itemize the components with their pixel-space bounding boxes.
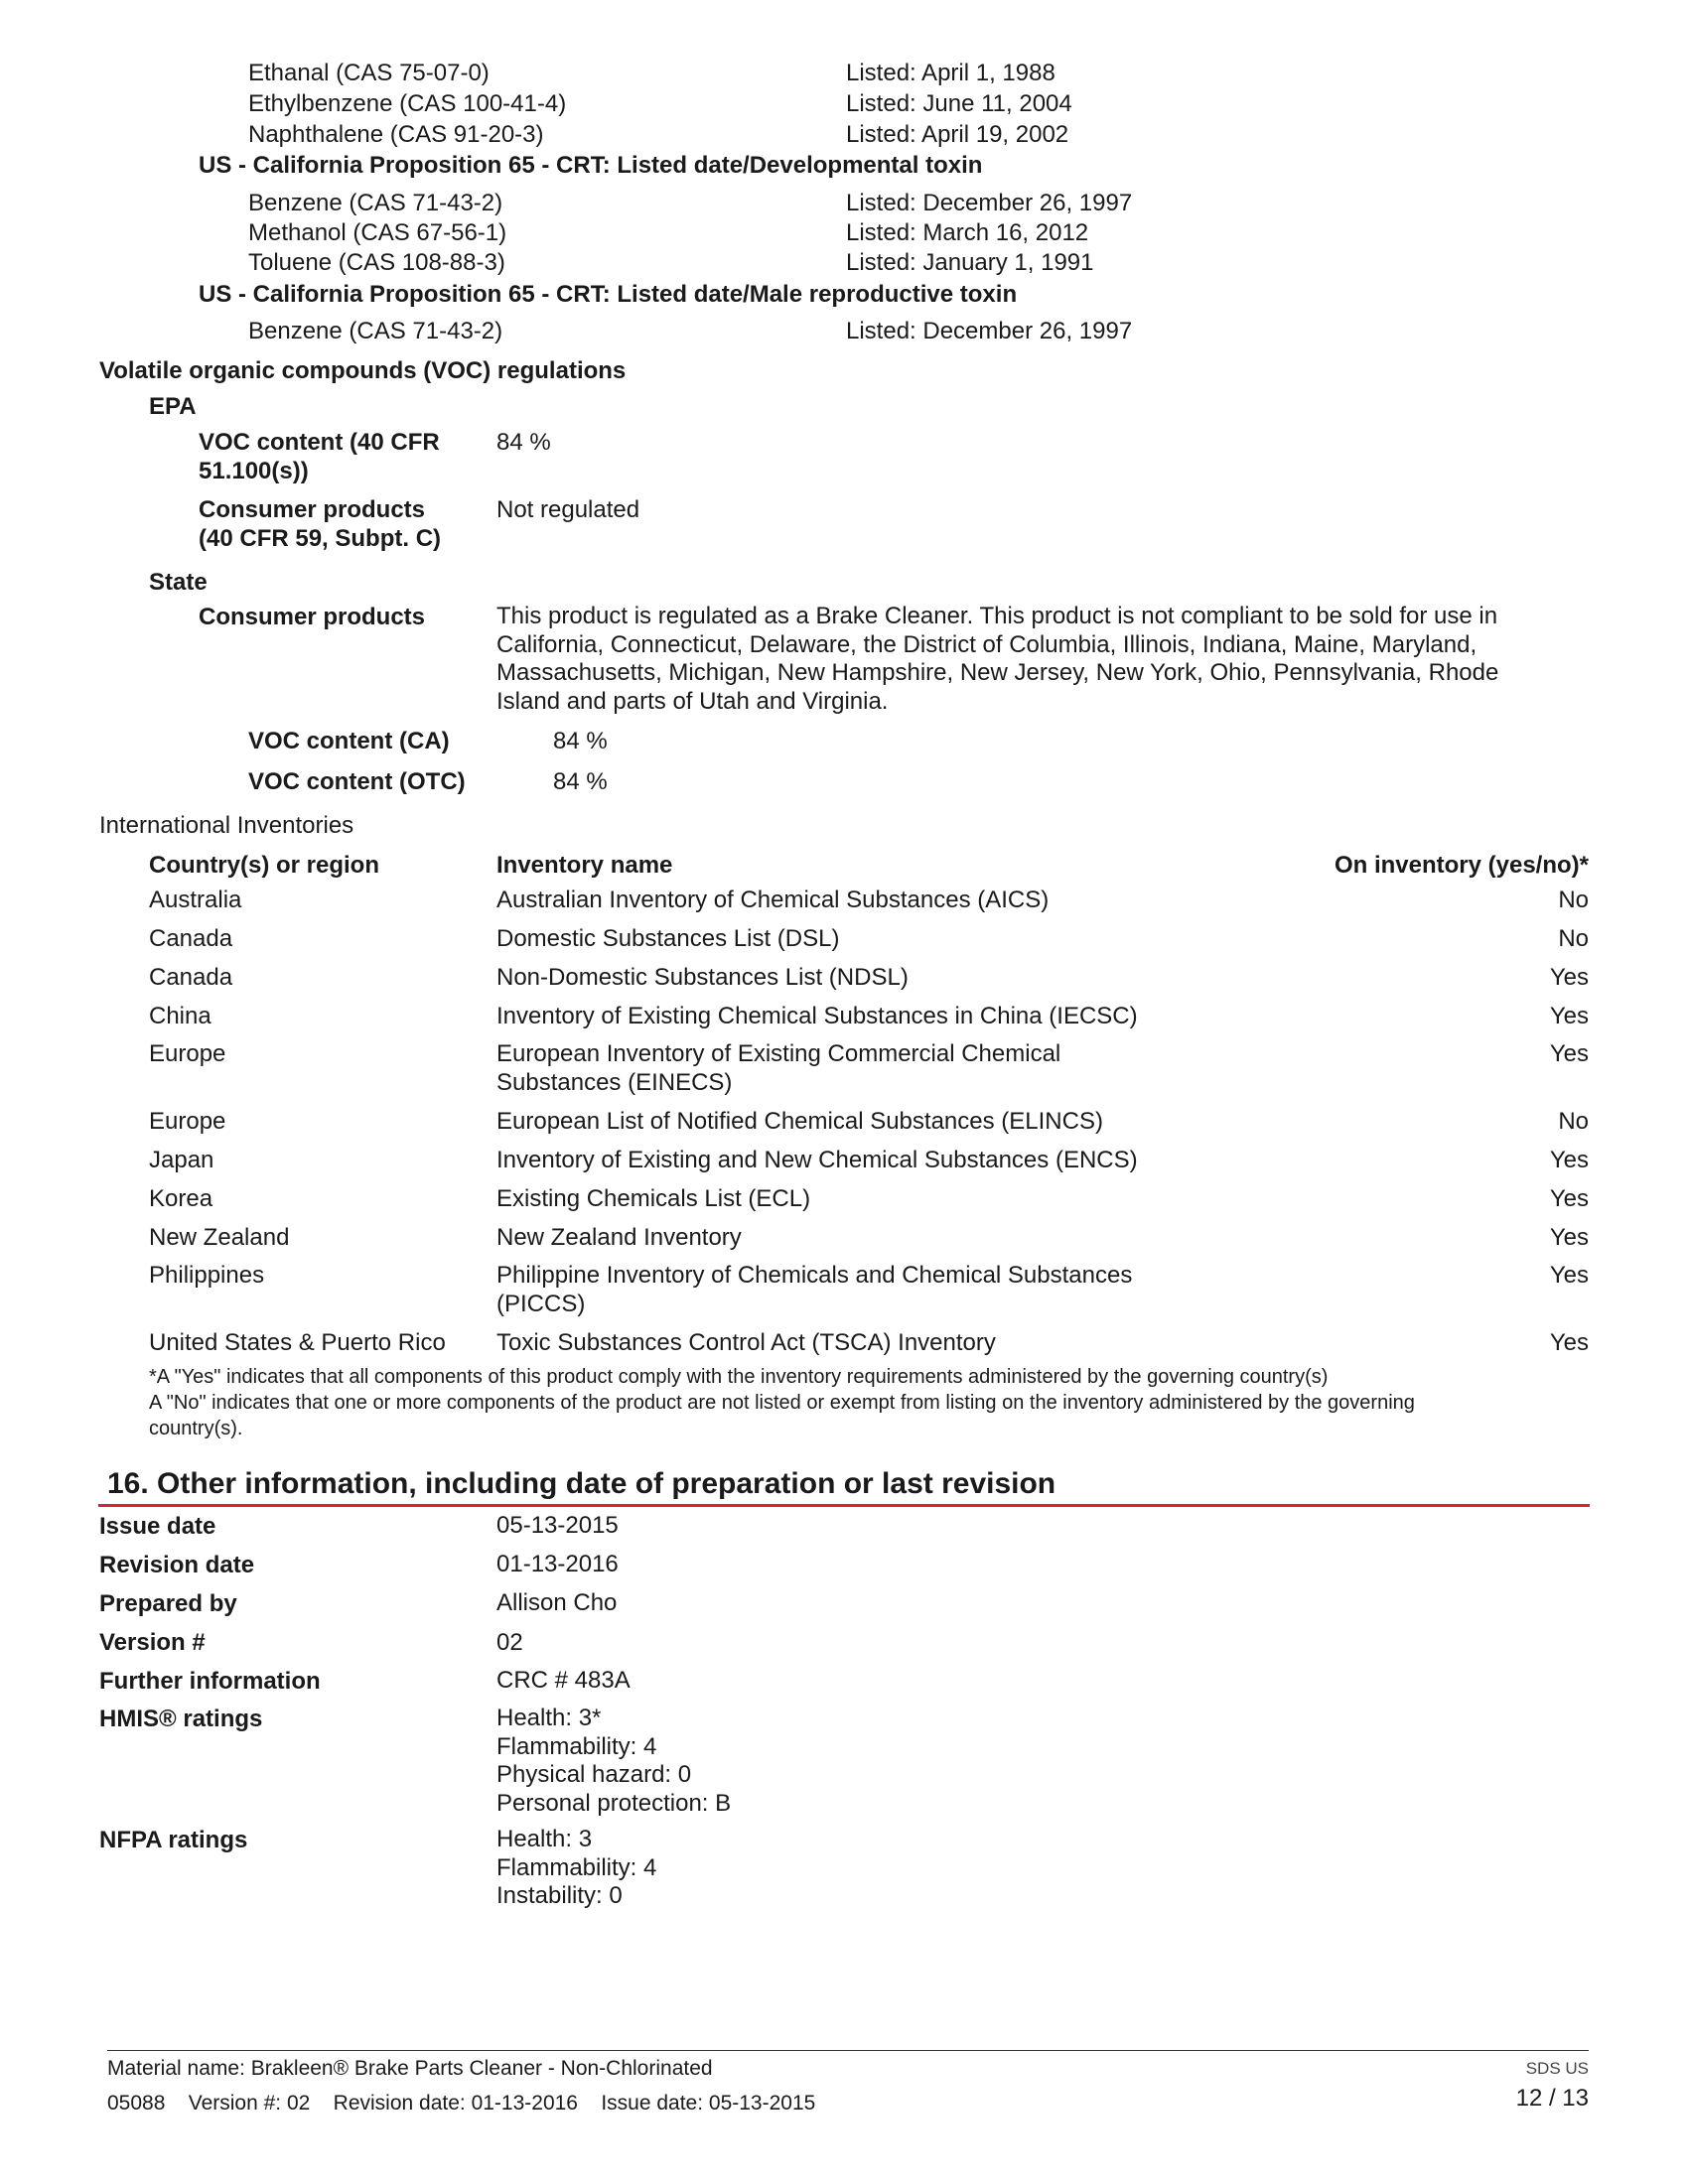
prop65-item-listed: Listed: April 1, 1988: [846, 60, 1055, 86]
prop65-item-name: Methanol (CAS 67-56-1): [248, 219, 507, 246]
inventory-country: Europe: [149, 1040, 226, 1067]
field-value: Allison Cho: [496, 1589, 618, 1616]
field-label: HMIS® ratings: [99, 1706, 263, 1732]
inventory-name: Existing Chemicals List (ECL): [496, 1185, 811, 1212]
inventory-country: Philippines: [149, 1262, 265, 1289]
inventory-col-name: Inventory name: [496, 852, 673, 879]
inventory-on: Yes: [1549, 964, 1589, 991]
prop65-item-name: Toluene (CAS 108-88-3): [248, 249, 505, 276]
field-label: Prepared by: [99, 1590, 237, 1617]
field-label: Version #: [99, 1629, 206, 1656]
prop65-item-name: Naphthalene (CAS 91-20-3): [248, 121, 544, 148]
voc-epa-label: EPA: [149, 393, 197, 420]
prop65-item-listed: Listed: April 19, 2002: [846, 121, 1069, 148]
inventory-on: Yes: [1549, 1329, 1589, 1356]
field-value: 05-13-2015: [496, 1512, 619, 1539]
prop65-item-name: Ethanal (CAS 75-07-0): [248, 60, 490, 86]
footer-sds-label: SDS US: [1525, 2059, 1589, 2078]
inventory-country: United States & Puerto Rico: [149, 1329, 446, 1356]
inventory-on: Yes: [1549, 1003, 1589, 1029]
inventory-country: Japan: [149, 1147, 214, 1173]
footer-page-number: 12 / 13: [1515, 2085, 1589, 2112]
inventory-country: Korea: [149, 1185, 213, 1212]
voc-state-consumer-text: This product is regulated as a Brake Cleaner. This product is not compliant to be sold for use in California, Connecticut, Delaware, the District of Columbia, Illinois, Indiana, Maine, Maryland, Massachusetts, Michigan, New Hampshire, New Jersey, New York, Ohio, Pennsylvania, Rhode Island and parts of Utah and Virginia.: [496, 603, 1499, 715]
voc-epa-content-value: 84 %: [496, 429, 551, 456]
inventory-name: Inventory of Existing and New Chemical Substances (ENCS): [496, 1147, 1138, 1173]
field-value: 01-13-2016: [496, 1551, 619, 1577]
inventory-on: No: [1558, 925, 1589, 952]
inventories-heading: International Inventories: [99, 812, 354, 839]
voc-ca-value: 84 %: [553, 728, 608, 754]
voc-epa-content-label: VOC content (40 CFR 51.100(s)): [199, 429, 440, 484]
prop65-male-heading: US - California Proposition 65 - CRT: Listed date/Male reproductive toxin: [199, 281, 1018, 308]
inventory-name: Philippine Inventory of Chemicals and Chemical Substances (PICCS): [496, 1262, 1133, 1317]
voc-ca-label: VOC content (CA): [248, 728, 450, 754]
voc-heading: Volatile organic compounds (VOC) regulations: [99, 357, 627, 384]
inventory-on: Yes: [1549, 1262, 1589, 1289]
inventory-on: No: [1558, 1108, 1589, 1135]
prop65-item-listed: Listed: June 11, 2004: [846, 90, 1072, 117]
voc-state-consumer-label: Consumer products: [199, 604, 426, 630]
footer-material-name: Material name: Brakleen® Brake Parts Cleaner - Non-Chlorinated: [107, 2057, 713, 2080]
field-label: Further information: [99, 1668, 321, 1695]
inventory-on: Yes: [1549, 1147, 1589, 1173]
footer-divider: [107, 2050, 1589, 2051]
prop65-item-name: Ethylbenzene (CAS 100-41-4): [248, 90, 567, 117]
voc-epa-consumer-value: Not regulated: [496, 496, 640, 523]
voc-epa-consumer-label: Consumer products (40 CFR 59, Subpt. C): [199, 496, 442, 552]
inventory-on: Yes: [1549, 1185, 1589, 1212]
inventory-on: No: [1558, 887, 1589, 913]
inventory-name: Toxic Substances Control Act (TSCA) Inventory: [496, 1329, 996, 1356]
section-divider: [98, 1504, 1590, 1507]
prop65-item-listed: Listed: December 26, 1997: [846, 190, 1133, 216]
section-16-title: 16. Other information, including date of preparation or last revision: [107, 1467, 1056, 1500]
prop65-dev-heading: US - California Proposition 65 - CRT: Listed date/Developmental toxin: [199, 152, 983, 179]
voc-otc-value: 84 %: [553, 768, 608, 795]
inventory-country: Europe: [149, 1108, 226, 1135]
prop65-item-name: Benzene (CAS 71-43-2): [248, 190, 503, 216]
inventory-country: Canada: [149, 964, 233, 991]
prop65-item-listed: Listed: January 1, 1991: [846, 249, 1094, 276]
inventory-name: European List of Notified Chemical Substances (ELINCS): [496, 1108, 1103, 1135]
field-label: NFPA ratings: [99, 1827, 248, 1853]
inventory-name: European Inventory of Existing Commercial Chemical Substances (EINECS): [496, 1040, 1061, 1096]
field-value: Health: 3* Flammability: 4 Physical hazard: 0 Personal protection: B: [496, 1705, 732, 1817]
inventory-country: Australia: [149, 887, 242, 913]
field-label: Issue date: [99, 1513, 216, 1540]
inventory-name: New Zealand Inventory: [496, 1224, 742, 1251]
prop65-item-listed: Listed: March 16, 2012: [846, 219, 1089, 246]
field-value: Health: 3 Flammability: 4 Instability: 0: [496, 1826, 657, 1909]
inventory-on: Yes: [1549, 1040, 1589, 1067]
footer-meta: 05088 Version #: 02 Revision date: 01-13-2016 Issue date: 05-13-2015: [107, 2092, 816, 2115]
inventory-col-on: On inventory (yes/no)*: [1334, 852, 1589, 879]
inventory-on: Yes: [1549, 1224, 1589, 1251]
inventory-footnote: *A "Yes" indicates that all components of this product comply with the inventory requirements administered by the governing country(s) A "No" indicates that one or more components of the product are not listed or exempt from listing on the inventory administered by the governing country(s).: [149, 1366, 1415, 1439]
voc-state-label: State: [149, 569, 208, 596]
inventory-name: Domestic Substances List (DSL): [496, 925, 840, 952]
field-value: CRC # 483A: [496, 1667, 631, 1694]
voc-otc-label: VOC content (OTC): [248, 768, 466, 795]
inventory-name: Australian Inventory of Chemical Substances (AICS): [496, 887, 1050, 913]
inventory-country: New Zealand: [149, 1224, 290, 1251]
inventory-country: China: [149, 1003, 211, 1029]
field-label: Revision date: [99, 1552, 255, 1578]
inventory-col-country: Country(s) or region: [149, 852, 379, 879]
inventory-country: Canada: [149, 925, 233, 952]
field-value: 02: [496, 1629, 523, 1656]
prop65-item-name: Benzene (CAS 71-43-2): [248, 318, 503, 344]
inventory-name: Non-Domestic Substances List (NDSL): [496, 964, 909, 991]
inventory-name: Inventory of Existing Chemical Substances in China (IECSC): [496, 1003, 1138, 1029]
prop65-item-listed: Listed: December 26, 1997: [846, 318, 1133, 344]
